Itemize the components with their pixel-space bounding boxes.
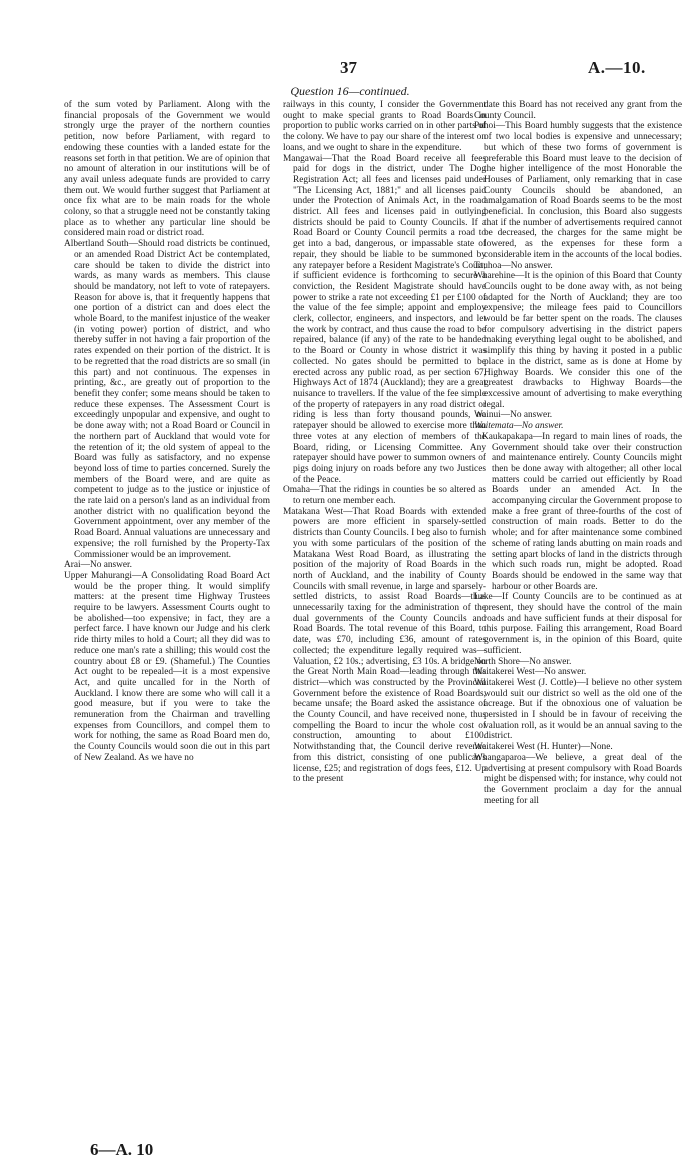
paragraph: Waitemata—No answer. [474,421,564,432]
paragraph: Waitakerei West—No answer. [474,667,587,678]
text-column-middle [283,100,486,785]
question-heading [0,84,700,99]
paragraph: Waitakerei West (J. Cottle)—I believe no other system would suit our district so well as the old one of the acreage. But if the obnoxious one of valuation be persisted in I should be in favour of receiving the valuation roll, as it would be an annual saving to the district. [474,677,682,742]
paragraph: Arai—No answer. [64,560,132,571]
page-number: 37 [340,58,357,77]
paragraph: Kaukapakapa—In regard to main lines of roads, the Government should take over their construction and maintenance entirely. County Councils might then be done away with altogether; all other local matters could be carried out efficiently by Road Boards under an amended Act. In the accompanying circular the Government propose to make a free grant of three-fourths of the cost of construction of main roads. Better to do the whole; and for after maintenance some combined scheme of rating lands abutting on main roads and setting apart blocks of land in the districts through which such roads run, might be adopted. Road Boards should be endowed in the same way that harbour or other Boards are. [482,431,682,592]
paragraph: Waitakerei West (H. Hunter)—None. [474,742,613,753]
page-signature: 6—A. 10 [90,1140,154,1159]
question-heading-text: Question 16—continued. [290,84,410,98]
paragraph: Tauhoa—No answer. [474,260,553,271]
paragraph: Mangawai—That the Road Board receive all fees paid for dogs in the district, under The Dog Registration Act; all fees and licenses paid under "The Licensing Act, 1881;" and all licenses paid under the Protection of Animals Act, in the road district. All fees and licenses paid in outlying districts should be paid to County Councils. If a Road Board or County Council permits a road to get into a bad, dangerous, or impassable state of repair, they should be liable to be summoned by any ratepayer before a Resident Magistrate's Court; if sufficient evidence is forthcoming to secure a conviction, the Resident Magistrate should have power to strike a rate not exceeding £1 per £100 of the value of the fee simple; appoint and employ clerk, collector, engineers, and inspectors, and let the work by contract, and thus cause the road to be repaired, balance (if any) of the rate to be handed to the Board or County in whose district it was collected. No gates should be permitted to be erected across any public road, as per section 67, Highways Act of 1874 (Auckland); they are a great nuisance to travellers. If the value of the fee simple of the property of ratepayers in any road district or riding is less than forty thousand pounds, no ratepayer should be allowed to exercise more than three votes at any election of members of the Board, riding, or Licensing Committee. Any ratepayer should have power to summon owners of pigs doing injury on roads before any two Justices of the Peace. [283,153,486,485]
paragraph: Lake—If County Councils are to be continued as at present, they should have the control of the main roads and have sufficient funds at their disposal for this purpose. Failing this arrangement, Road Board government is, in the opinion of this Board, quite sufficient. [474,592,682,656]
paragraph: railways in this county, I consider the Government ought to make special grants to Road Boards in proportion to public works carried on in other parts of the colony. We have to pay our share of the interest on loans, and we ought to share in the expenditure. [283,100,486,153]
paragraph: Albertland South—Should road districts be continued, or an amended Road District Act be contemplated, care should be taken to divide the district into wards, as many wards as members. This clause should be mandatory, not left to vote of ratepayers. Reason for above is, that it frequently happens that one portion of a district can and does elect the whole Board, to the manifest injustice of the weaker (in voting power) portion of district, and who thereby suffer in not having a fair proportion of the rates expended on their portion of the district. It is to be regretted that the road districts are so small (in this part) and not continuous. The expenses in printing, &c., are greatly out of proportion to the benefit they confer; some means should be taken to reduce these expenses. The Assessment Court is exceedingly unpopular and expensive, and ought to be done away with; not a Road Board or Council in the northern part of Auckland that would vote for the retention of it; the old system of appeal to the Board was fully as satisfactory, and no expense beyond loss of time to parties concerned. Surely the members of the Board were, and are quite as competent to judge as to the justice or injustice of the rate laid on a person's land as an individual from another district with no qualification beyond the Government appointment, over any member of the Road Board. Annual valuations are unnecessary and expensive; the roll furnished by the Property-Tax Commissioner would be an improvement. [64,239,270,560]
page-header [0,58,700,82]
paragraph: Matakana West—That Road Boards with extended powers are more efficient in sparsely-settled districts than County Councils. I beg also to furnish you with some particulars of the position of the Matakana West Road Board, as illustrating the position of the majority of Road Boards in the north of Auckland, and the inability of County Councils with small revenue, in large and sparsely-settled districts, to assist Road Boards—thus unnecessarily taxing for the administration of the dual governments of the County Councils and Road Boards. The total revenue of this Board, to date, was £70, including £36, amount of rates collected; the expenditure legally required was—Valuation, £2 10s.; advertising, £3 10s. A bridge on the Great North Main Road—leading through this district—which was constructed by the Provincial Government before the existence of Road Boards, became unsafe; the Board asked the assistance of the County Council, and have received none, thus compelling the Board to incur the whole cost of construction, amounting to about £100. Notwithstanding that, the Council derive revenue from this district, consisting of one publican's license, £25; and registration of dogs fees, £12. Up to the present [283,506,486,785]
paragraph: date this Board has not received any grant from the County Council. [474,100,682,121]
paragraph: Wharehine—It is the opinion of this Board that County Councils ought to be done away with, as not being adapted for the North of Auckland; they are too expensive; the mileage fees paid to Councillors would be far better spent on the roads. The clauses for compulsory advertising in the district papers making everything legal ought to be abolished, and simplify this thing by having it posted in a public place in the district, same as is done at Home by Highway Boards. We consider this one of the greatest drawbacks to Highway Boards—the excessive amount of advertising to make everything legal. [474,271,682,410]
paragraph: Whangaparoa—We believe, a great deal of the advertising at present compulsory with Road Boards might be dispensed with; for instance, why could not the Government proclaim a day for the annual meeting for all [474,752,683,806]
text-column-right [474,100,682,806]
document-reference: A.—10. [588,58,646,77]
paragraph: of the sum voted by Parliament. Along with the financial proposals of the Government we would strongly urge the prayer of the northern counties petition, now before Parliament, with regard to endowing these counties with a landed estate for the reasons set forth in that petition. We are of opinion that no amount of alteration in our institutions will be of any avail unless adequate funds are provided to carry them out. We would further suggest that Parliament at once fix what are to be main roads for the whole colony, so that a struggle need not be constantly taking place as to whether any particular line should be considered main road or district road. [64,100,270,239]
paragraph: Omaha—That the ridings in counties be so altered as to return one member each. [283,485,486,507]
paragraph: Upper Mahurangi—A Consolidating Road Board Act would be the proper thing. It would simplify matters: at the present time Highway Trustees require to be lawyers. Assessment Courts ought to be abolished—too expensive; in fact, they are a perfect farce. I have known our Judge and his clerk ride thirty miles to hold a Court; all they did was to reduce one man's rate a shilling; this would cost the country about £8 or £9. (Shameful.) The Counties Act ought to be repealed—it is a most expensive Act, and quite uncalled for in the North of Auckland. I know there are some who will call it a good measure, but if you were to take the remuneration from the Chairman and travelling expenses from Councillors, and compel them to work for nothing, the same as Road Board men do, the County Councils would soon die out in this part of New Zealand. As we have no [64,570,270,763]
paragraph: Wainui—No answer. [474,410,553,421]
paragraph: Puhoi—This Board humbly suggests that the existence of two local bodies is expensive and unnecessary; but which of these two forms of government is preferable this Board must leave to the decision of the higher intelligence of the most Honorable the Houses of Parliament, only remarking that in case County Councils should be abandoned, an amalgamation of Road Boards seems to be the most beneficial. In conclusion, this Board also suggests that if the number of advertisements required cannot be decreased, the charges for the same might be lowered, as the expenses for these form a considerable item in the accounts of the local bodies. [474,121,682,260]
paragraph: North Shore—No answer. [474,656,572,667]
text-column-left [64,100,270,764]
